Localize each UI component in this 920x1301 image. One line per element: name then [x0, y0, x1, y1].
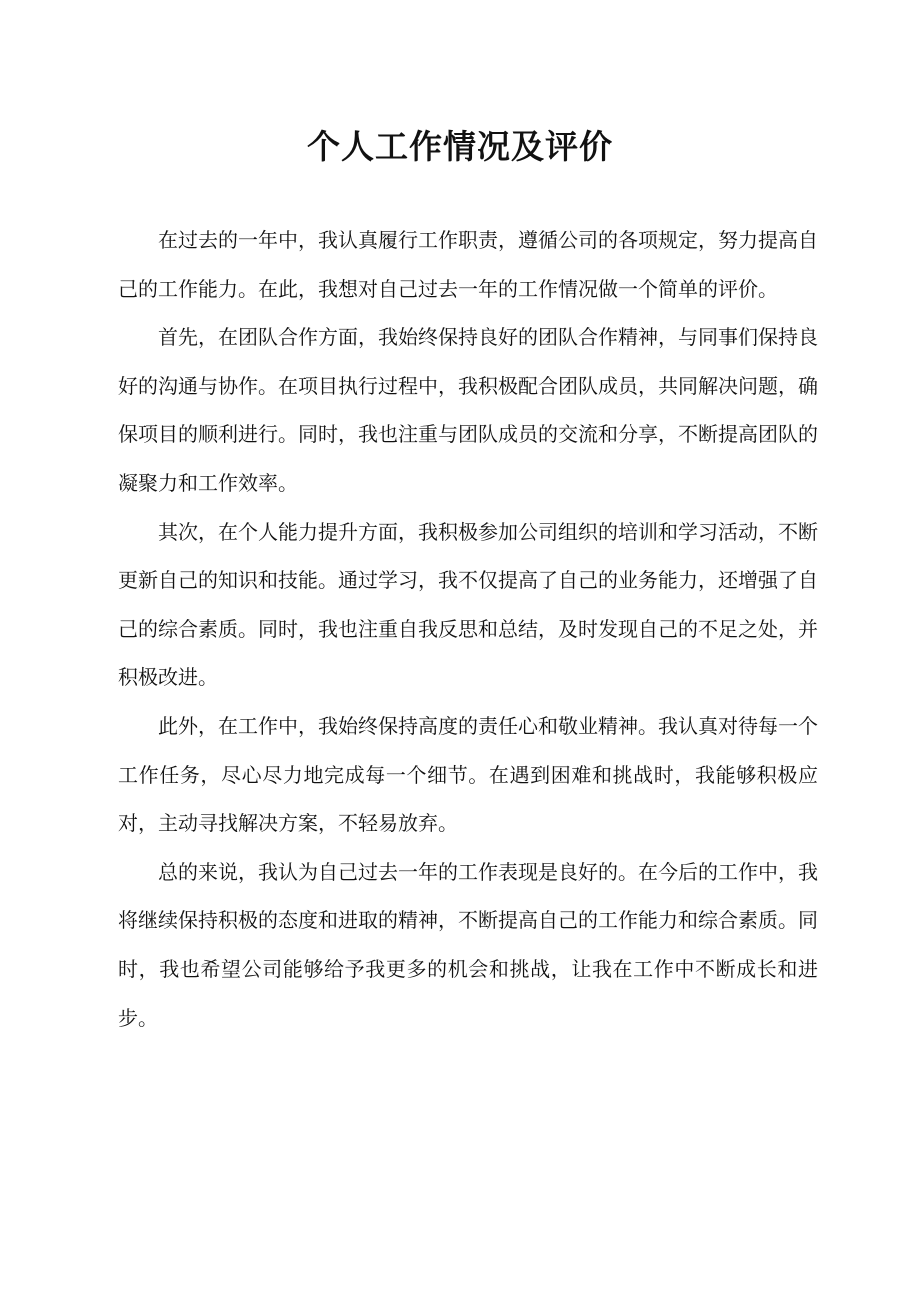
paragraph-conclusion: 总的来说，我认为自己过去一年的工作表现是良好的。在今后的工作中，我将继续保持积极的态度和进取的精神，不断提高自己的工作能力和综合素质。同时，我也希望公司能够给予我更多的机会和挑战，让我在工作中不断成长和进步。 [118, 859, 818, 1030]
document-body [118, 216, 818, 1042]
paragraph-teamwork: 首先，在团队合作方面，我始终保持良好的团队合作精神，与同事们保持良好的沟通与协作。在项目执行过程中，我积极配合团队成员，共同解决问题，确保项目的顺利进行。同时，我也注重与团队成员的交流和分享，不断提高团队的凝聚力和工作效率。 [118, 325, 818, 495]
paragraph-responsibility: 此外，在工作中，我始终保持高度的责任心和敬业精神。我认真对待每一个工作任务，尽心尽力地完成每一个细节。在遇到困难和挑战时，我能够积极应对，主动寻找解决方案，不轻易放弃。 [118, 713, 818, 836]
paragraph-self-improvement: 其次，在个人能力提升方面，我积极参加公司组织的培训和学习活动，不断更新自己的知识和技能。通过学习，我不仅提高了自己的业务能力，还增强了自己的综合素质。同时，我也注重自我反思和总结，及时发现自己的不足之处，并积极改进。 [118, 519, 818, 690]
page-title: 个人工作情况及评价 [307, 127, 613, 166]
paragraph-intro: 在过去的一年中，我认真履行工作职责，遵循公司的各项规定，努力提高自己的工作能力。在此，我想对自己过去一年的工作情况做一个简单的评价。 [118, 228, 818, 301]
